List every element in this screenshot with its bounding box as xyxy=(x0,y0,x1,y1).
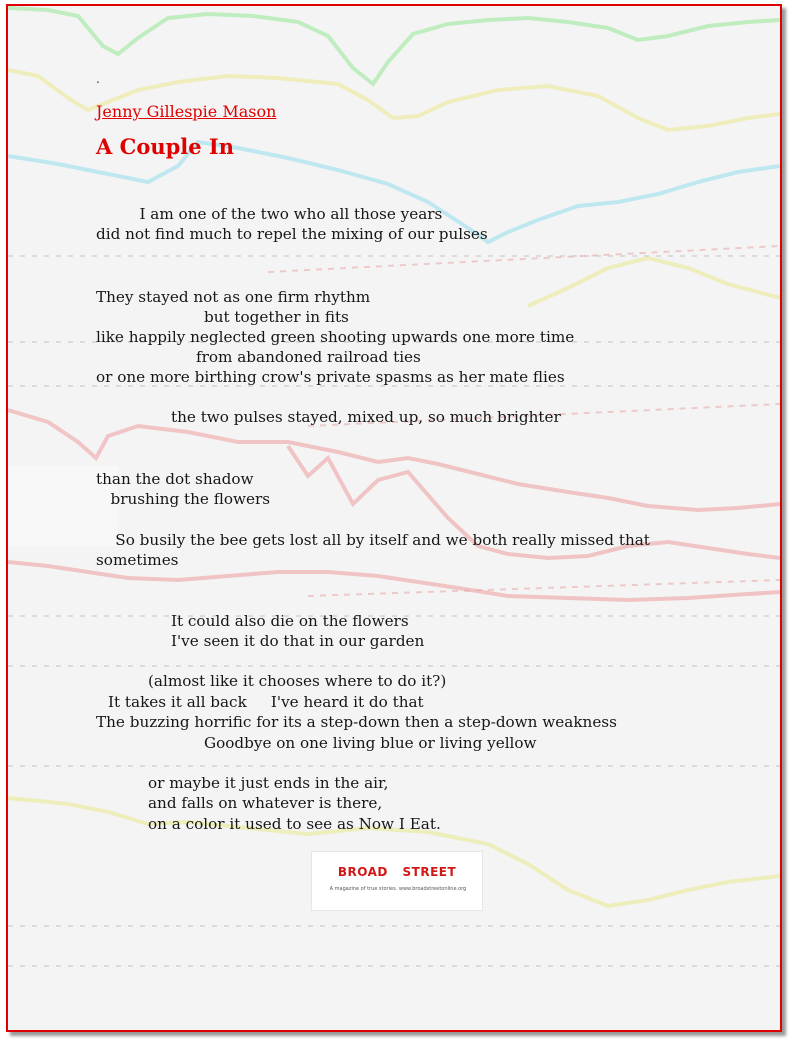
poem-line: So busily the bee gets lost all by itself and we both really missed that xyxy=(96,531,650,549)
poem-line: (almost like it chooses where to do it?) xyxy=(148,672,447,690)
yellow-trace-mid xyxy=(528,258,780,306)
poem-line: the two pulses stayed, mixed up, so much brighter xyxy=(171,408,561,426)
poem-title: A Couple In xyxy=(96,134,235,159)
poem-line: I've seen it do that in our garden xyxy=(171,632,425,650)
poem-line: brushing the flowers xyxy=(96,490,271,508)
poem-line: from abandoned railroad ties xyxy=(196,348,421,366)
logo-tagline: A magazine of true stories. www.broadstreetonline.org xyxy=(329,886,467,892)
poem-line: sometimes xyxy=(96,551,179,569)
poem-line: The buzzing horrific for its a step-down then a step-down weakness xyxy=(96,713,617,731)
poem-line: I am one of the two who all those years xyxy=(96,205,443,223)
poem-line: Goodbye on one living blue or living yellow xyxy=(204,734,537,752)
poem-line: They stayed not as one firm rhythm xyxy=(96,288,371,306)
poem-line: It could also die on the flowers xyxy=(171,612,409,630)
poem-line: did not find much to repel the mixing of our pulses xyxy=(96,225,488,243)
green-trace xyxy=(8,8,780,84)
author-link[interactable]: Jenny Gillespie Mason xyxy=(96,102,277,121)
poem-line: but together in fits xyxy=(204,308,349,326)
broad-street-logo xyxy=(311,851,483,911)
yellow-trace-top xyxy=(8,70,780,130)
poem-line: on a color it used to see as Now I Eat. xyxy=(148,815,441,833)
poem-line: or maybe it just ends in the air, xyxy=(148,774,389,792)
poem-line: like happily neglected green shooting upwards one more time xyxy=(96,328,575,346)
poem-line: than the dot shadow xyxy=(96,470,254,488)
poem-page xyxy=(6,4,782,1032)
logo-title: BROAD STREET xyxy=(337,865,457,879)
poem-line: and falls on whatever is there, xyxy=(148,794,383,812)
poem-line: It takes it all back I've heard it do that xyxy=(108,693,424,711)
page-mark: . xyxy=(96,72,100,86)
poem-line: or one more birthing crow's private spasms as her mate flies xyxy=(96,368,565,386)
